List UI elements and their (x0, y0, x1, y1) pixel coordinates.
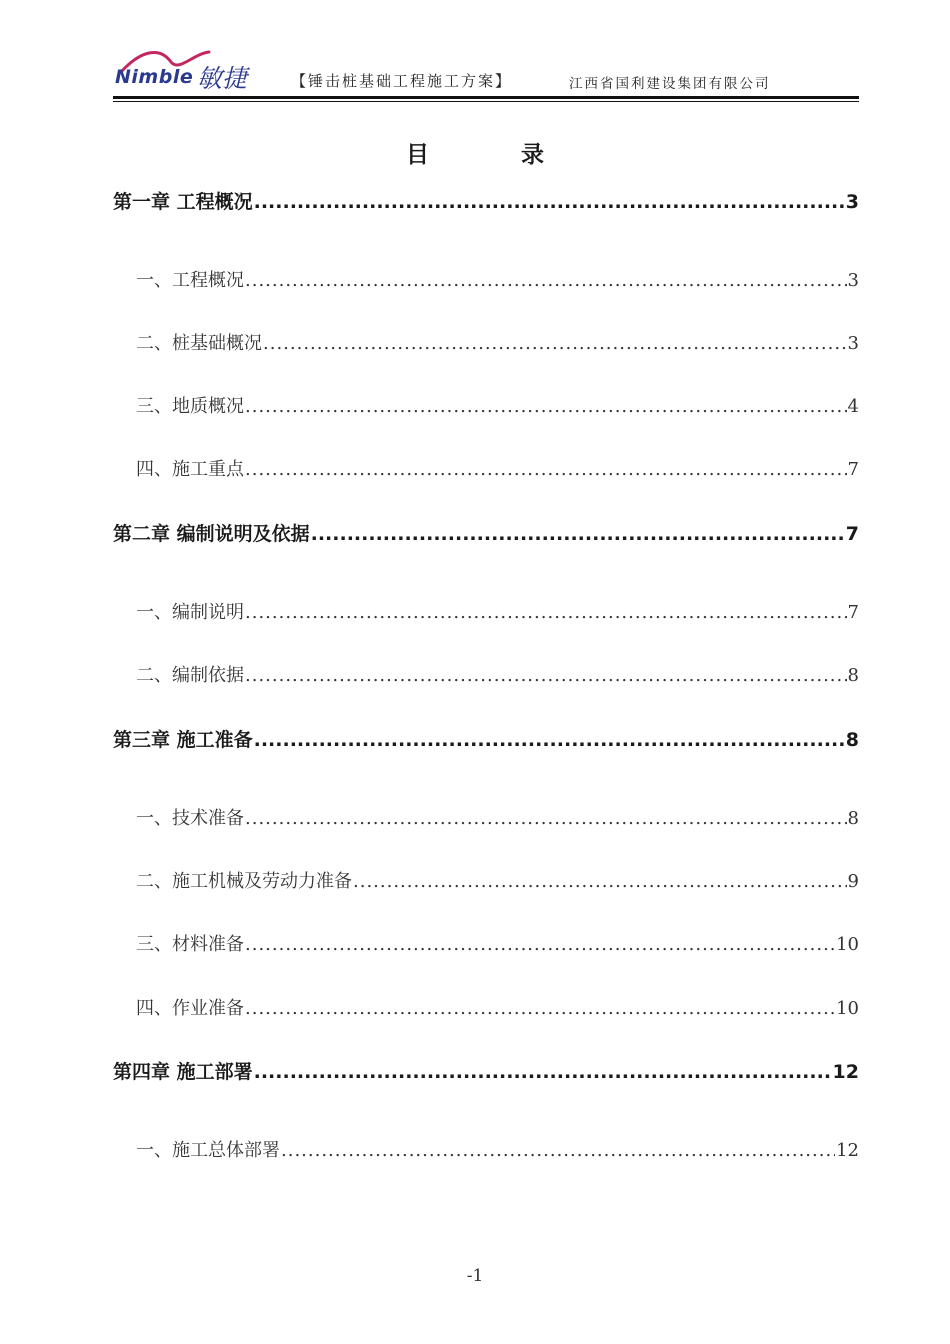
toc-page-number: 3 (845, 191, 859, 213)
toc-page-number: 3 (847, 270, 859, 291)
toc-entry-label: 第四章 施工部署 (113, 1061, 253, 1083)
toc-leader-dots (245, 808, 847, 829)
toc-leader-dots (281, 1140, 835, 1161)
toc-entry-label: 四、作业准备 (136, 998, 244, 1019)
header-rule-thick (113, 96, 859, 99)
toc-leader-dots (245, 665, 847, 686)
toc-section-1-2[interactable] (113, 329, 859, 355)
toc-section-3-4[interactable] (113, 994, 859, 1020)
toc-section-3-3[interactable] (113, 930, 859, 956)
page-header (113, 46, 859, 102)
toc-leader-dots (245, 270, 847, 291)
toc-entry-label: 二、桩基础概况 (136, 333, 262, 354)
toc-title-right: 录 (521, 142, 544, 168)
toc-leader-dots (245, 396, 847, 417)
toc-section-1-4[interactable] (113, 455, 859, 481)
nimble-logo (113, 46, 263, 94)
toc-section-3-1[interactable] (113, 804, 859, 830)
toc-entry-label: 三、地质概况 (136, 396, 244, 417)
toc-page-number: 8 (847, 808, 859, 829)
toc-entry-label: 一、工程概况 (136, 270, 244, 291)
logo-chinese-text: 敏捷 (197, 64, 248, 93)
toc-entry-label: 二、编制依据 (136, 665, 244, 686)
toc-entry-label: 三、材料准备 (136, 934, 244, 955)
toc-section-1-1[interactable] (113, 266, 859, 292)
toc-page-number: 3 (847, 333, 859, 354)
toc-page-number: 7 (847, 459, 859, 480)
header-rule-thin (113, 101, 859, 102)
toc-entry-label: 第一章 工程概况 (113, 191, 253, 213)
toc-page-number: 10 (836, 998, 859, 1019)
toc-entry-label: 二、施工机械及劳动力准备 (136, 871, 352, 892)
toc-page-number: 9 (847, 871, 859, 892)
toc-leader-dots (353, 871, 847, 892)
toc-page-number: 7 (847, 602, 859, 623)
toc-page-number: 12 (832, 1061, 859, 1083)
company-name: 江西省国利建设集团有限公司 (569, 76, 771, 92)
toc-page-number: 10 (836, 934, 859, 955)
toc-section-1-3[interactable] (113, 392, 859, 418)
toc-section-2-1[interactable] (113, 598, 859, 624)
toc-entry-label: 一、编制说明 (136, 602, 244, 623)
toc-chapter-2[interactable] (113, 519, 859, 546)
toc-leader-dots (254, 191, 845, 213)
toc-page-number: 4 (847, 396, 859, 417)
toc-entry-label: 一、施工总体部署 (136, 1140, 280, 1161)
toc-chapter-4[interactable] (113, 1057, 859, 1084)
toc-entry-label: 第三章 施工准备 (113, 729, 253, 751)
toc-title-left: 目 (406, 142, 429, 168)
toc-leader-dots (254, 1061, 832, 1083)
toc-leader-dots (245, 602, 847, 623)
toc-section-3-2[interactable] (113, 867, 859, 893)
toc-title (0, 136, 950, 169)
toc-section-4-1[interactable] (113, 1136, 859, 1162)
toc-leader-dots (311, 523, 845, 545)
toc-leader-dots (245, 998, 835, 1019)
toc-chapter-3[interactable] (113, 725, 859, 752)
logo-text: Nimble (115, 66, 194, 88)
toc-page-number: 8 (847, 665, 859, 686)
page-footer-number: -1 (466, 1266, 484, 1286)
toc-leader-dots (245, 934, 835, 955)
document-title: 【锤击桩基础工程施工方案】 (291, 72, 513, 90)
toc-entry-label: 一、技术准备 (136, 808, 244, 829)
toc-page-number: 12 (836, 1140, 859, 1161)
toc-section-2-2[interactable] (113, 661, 859, 687)
toc-chapter-1[interactable] (113, 187, 859, 214)
toc-page-number: 8 (845, 729, 859, 751)
toc-leader-dots (254, 729, 845, 751)
toc-entry-label: 四、施工重点 (136, 459, 244, 480)
toc-leader-dots (263, 333, 847, 354)
toc-page-number: 7 (845, 523, 859, 545)
toc-leader-dots (245, 459, 847, 480)
toc-entry-label: 第二章 编制说明及依据 (113, 523, 310, 545)
